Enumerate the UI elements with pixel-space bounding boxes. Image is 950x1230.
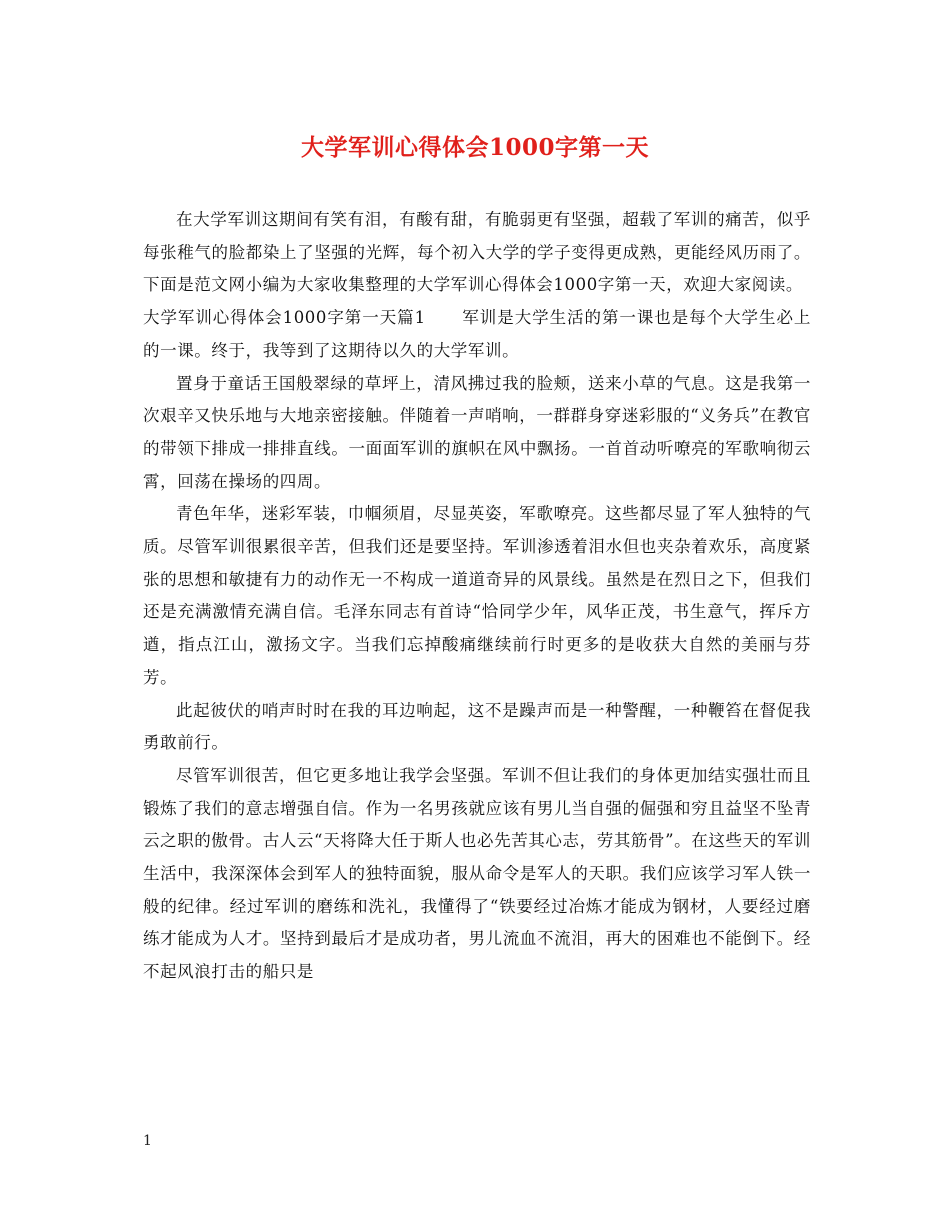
- document-body: [143, 204, 811, 989]
- body-paragraph-4: 尽管军训很苦，但它更多地让我学会坚强。军训不但让我们的身体更加结实强壮而且锻炼了我们的意志增强自信。作为一名男孩就应该有男儿当自强的倔强和穷且益坚不坠青云之职的傲骨。古人云“天将降大任于斯人也必先苦其心志，劳其筋骨”。在这些天的军训生活中，我深深体会到军人的独特面貌，服从命令是军人的天职。我们应该学习军人铁一般的纪律。经过军训的磨练和洗礼，我懂得了“铁要经过冶炼才能成为钢材，人要经过磨练才能成为人才。坚持到最后才是成功者，男儿流血不流泪，再大的困难也不能倒下。经不起风浪打击的船只是: [143, 765, 811, 982]
- section-paragraph: [143, 302, 811, 367]
- body-paragraph-2: 青色年华，迷彩军装，巾帼须眉，尽显英姿，军歌嘹亮。这些都尽显了军人独特的气质。尽管军训很累很辛苦，但我们还是要坚持。军训渗透着泪水但也夹杂着欢乐，高度紧张的思想和敏捷有力的动作无一不构成一道道奇异的风景线。虽然是在烈日之下，但我们还是充满激情充满自信。毛泽东同志有首诗“恰同学少年，风华正茂，书生意气，挥斥方遒，指点江山，激扬文字。当我们忘掉酸痛继续前行时更多的是收获大自然的美丽与芬芳。: [143, 504, 811, 687]
- section-lead-text: 军训是大学生活的第一课也是每个大学生必上的一课。终于，我等到了这期待以久的大学军训。: [143, 308, 812, 360]
- body-paragraph-3: 此起彼伏的哨声时时在我的耳边响起，这不是躁声而是一种警醒，一种鞭笞在督促我勇敢前行。: [143, 700, 811, 753]
- section-heading: 大学军训心得体会1000字第一天篇1: [143, 308, 426, 328]
- page-number: 1: [143, 1133, 152, 1149]
- intro-paragraph: 在大学军训这期间有笑有泪，有酸有甜，有脆弱更有坚强，超载了军训的痛苦，似乎每张稚气的脸都染上了坚强的光辉，每个初入大学的学子变得更成熟，更能经风历雨了。下面是范文网小编为大家收集整理的大学军训心得体会1000字第一天，欢迎大家阅读。: [143, 210, 811, 295]
- body-paragraph-1: 置身于童话王国般翠绿的草坪上，清风拂过我的脸颊，送来小草的气息。这是我第一次艰辛又快乐地与大地亲密接触。伴随着一声哨响，一群群身穿迷彩服的“义务兵”在教官的带领下排成一排排直线。一面面军训的旗帜在风中飘扬。一首首动听嘹亮的军歌响彻云霄，回荡在操场的四周。: [143, 373, 811, 491]
- document-title: 大学军训心得体会1000字第一天: [300, 134, 649, 161]
